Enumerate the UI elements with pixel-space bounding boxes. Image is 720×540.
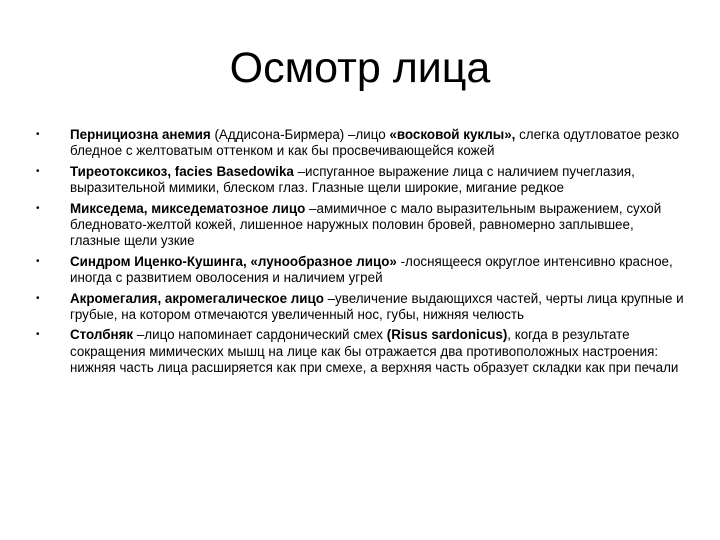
bullet-item-tetanus — [36, 327, 686, 376]
bullet-item-pernicious-anemia — [36, 127, 686, 160]
bullet-text: Тиреотоксикоз, facies Basedowika –испуганное выражение лица с наличием пучеглазия, выразительной мимики, блеском глаз. Глазные щели широкие, мигание редкое — [70, 163, 635, 196]
bullet-icon: • — [36, 129, 40, 140]
bullet-text: Микседема, микседематозное лицо –амимичное с мало выразительным выражением, сухой бледновато-желтой кожей, лишенное наружных половин бровей, равномерно заплывшее, глазные щели узкие — [70, 200, 662, 249]
bullet-icon: • — [36, 329, 40, 341]
bullet-list — [36, 127, 686, 381]
bullet-item-thyrotoxicosis — [36, 164, 686, 197]
bullet-item-cushing — [36, 254, 686, 287]
bullet-icon: • — [36, 165, 40, 177]
slide-title: Осмотр лица — [229, 44, 491, 92]
bullet-text: Пернициозна анемия (Аддисона-Бирмера) –лицо «восковой куклы», слегка одутловатое резко бледное с желтоватым оттенком и как бы просвечивающейся кожей — [70, 127, 680, 159]
bullet-item-acromegaly — [36, 291, 686, 324]
bullet-icon: • — [36, 202, 40, 214]
bullet-text: Синдром Иценко-Кушинга, «лунообразное лицо» -лоснящееся округлое интенсивно красное, иногда с развитием оволосения и наличием угрей — [70, 253, 673, 286]
bullet-text: Столбняк –лицо напоминает сардонический смех (Risus sardonicus), когда в результате сокращения мимических мышц на лице как бы отражается два противоположных настроения: нижняя часть лица расширяется как при смехе, а верхняя часть образует складки как при печали — [70, 327, 679, 376]
bullet-text: Акромегалия, акромегалическое лицо –увеличение выдающихся частей, черты лица крупные и грубые, на котором отмечаются увеличенный нос, губы, нижняя челюсть — [70, 290, 684, 323]
bullet-icon: • — [36, 292, 40, 304]
bullet-icon: • — [36, 255, 40, 267]
bullet-item-myxedema — [36, 201, 686, 250]
